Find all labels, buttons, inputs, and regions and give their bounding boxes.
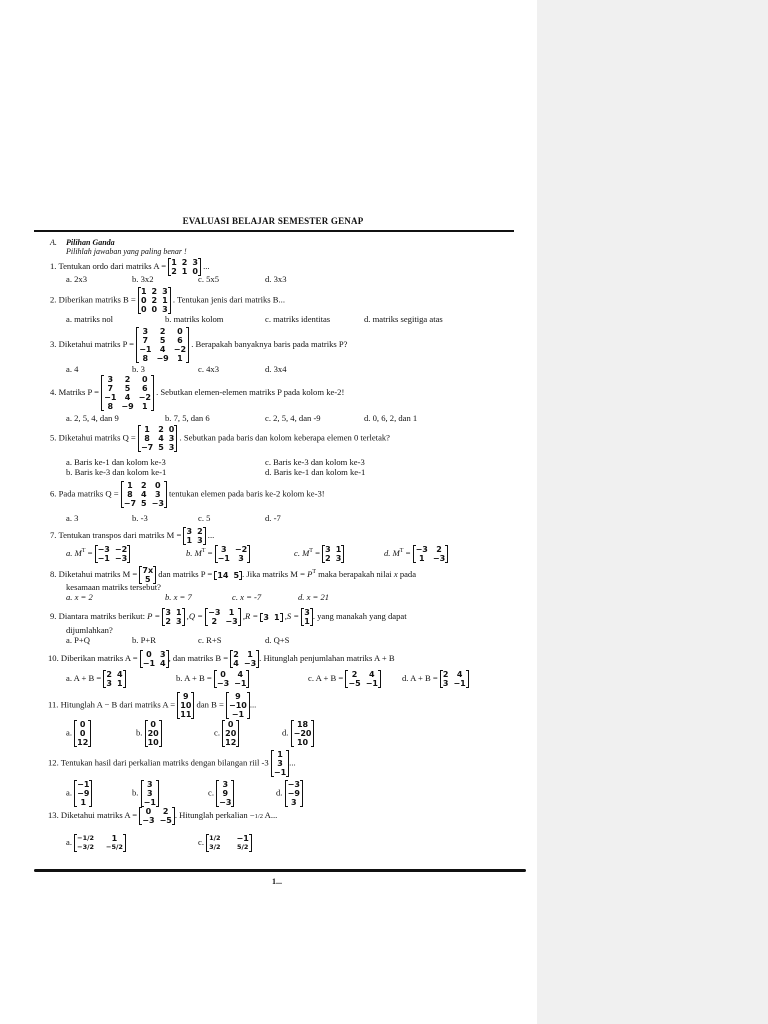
option-c[interactable]: c. Baris ke-3 dan kolom ke-3 [265, 457, 365, 467]
matrix-s: 3 1 [301, 608, 313, 626]
footer-divider [34, 869, 526, 872]
option-b[interactable]: b. $M^T$ = 3 −2 −1 3 [186, 545, 250, 563]
matrix-option: 1/2 −1 3/2 5/2 [206, 834, 252, 852]
section-title: Pilihan Ganda [66, 238, 115, 247]
option-b[interactable]: b. 3x2 [132, 274, 154, 284]
question-text: Diketahui matriks A = [60, 809, 138, 820]
question-2: 2. Diberikan matriks B = 1 2 3 0 2 1 0 0 3 . Tentukan jenis dari matriks B... [50, 287, 285, 314]
option-d[interactable]: d. 0, 6, 2, dan 1 [364, 413, 418, 423]
question-11: 11. Hitunglah A − B dari matriks A = 9 10 11 dan B = 9 −10 −1 ... [48, 692, 257, 719]
option-d[interactable]: d. -7 [265, 513, 281, 523]
question-3: 3. Diketahui matriks P = 3 2 0 7 5 6 −1 4 −2 8 −9 1 . Berapakah banyaknya baris pada matriks P? [50, 327, 348, 363]
option-d[interactable]: d. 3x4 [265, 364, 287, 374]
option-a[interactable]: a. −1/2 1 −3/2 −5/2 [66, 834, 126, 852]
option-c[interactable]: c. 5x5 [198, 274, 220, 284]
matrix-option: 0 0 12 [74, 720, 91, 747]
matrix-a: 0 3 −1 4 [140, 650, 169, 668]
option-c[interactable]: c. matriks identitas [265, 314, 331, 324]
option-b[interactable]: b. -3 [132, 513, 148, 523]
section-letter: A. [50, 238, 57, 247]
matrix-option: −3 −9 3 [285, 780, 303, 807]
question-10: 10. Diberikan matriks A = 0 3 −1 4 , dan matriks B = 2 1 4 −3 . Hitunglah penjumlahan matriks A + B [48, 650, 395, 668]
matrix-option: 3 9 −3 [216, 780, 234, 807]
question-text: Diberikan matriks A = [60, 652, 138, 663]
option-b[interactable]: b. 3 3 −1 [132, 780, 159, 807]
matrix-b: 2 1 4 −3 [230, 650, 259, 668]
question-9: 9. Diantara matriks berikut: P = 3 1 2 3 ,Q = −3 1 2 −3 ,R = 3 1 ,S = 3 1 . yang manakah yang dapat [50, 608, 407, 626]
option-b[interactable]: b. A + B = 0 4 −3 −1 [176, 670, 249, 688]
option-d[interactable]: d. Baris ke-1 dan kolom ke-1 [265, 467, 366, 477]
matrix-q: −3 1 2 −3 [205, 608, 241, 626]
matrix-option: 18 −20 10 [291, 720, 315, 747]
matrix-option: −1/2 1 −3/2 −5/2 [74, 834, 126, 852]
option-c[interactable]: c. 0 20 12 [214, 720, 239, 747]
matrix-m: 3 2 1 3 [183, 527, 205, 545]
question-text: Hitunglah A − B dari matriks A = [60, 699, 176, 710]
option-d[interactable]: d. matriks segitiga atas [364, 314, 443, 324]
option-c[interactable]: c. 5 [198, 513, 211, 523]
option-a[interactable]: a. P+Q [66, 635, 90, 645]
option-c[interactable]: c. R+S [198, 635, 222, 645]
option-b[interactable]: b. matriks kolom [165, 314, 224, 324]
document-title: EVALUASI BELAJAR SEMESTER GENAP [182, 216, 364, 226]
question-text: Diberikan matriks B = [58, 294, 136, 305]
matrix-p: 3 1 2 3 [162, 608, 184, 626]
matrix-option: −3 −2 −1 −3 [95, 545, 131, 563]
question-5: 5. Diketahui matriks Q = 1 2 0 8 4 3 −7 5 3 . Sebutkan pada baris dan kolom keberapa elemen 0 terletak? [50, 425, 390, 452]
question-text: Matriks P = [58, 386, 99, 397]
question-text: Diketahui matriks P = [58, 338, 135, 349]
matrix-option: 0 4 −3 −1 [214, 670, 250, 688]
option-a[interactable]: a. 3 [66, 513, 79, 523]
option-a[interactable]: a. 2, 5, 4, dan 9 [66, 413, 119, 423]
option-b[interactable]: b. Baris ke-3 dan kolom ke-1 [66, 467, 167, 477]
matrix-p: 3 2 0 7 5 6 −1 4 −2 8 −9 1 [136, 327, 189, 363]
matrix-q: 1 2 0 8 4 3 −7 5 3 [138, 425, 177, 452]
option-a[interactable]: a. matriks nol [66, 314, 114, 324]
matrix-b: 9 −10 −1 [226, 692, 250, 719]
option-d[interactable]: d. Q+S [265, 635, 290, 645]
question-1: 1. Tentukan ordo dari matriks A = 1 2 3 2 1 0 ... [50, 258, 210, 276]
matrix-option: 2 4 3 1 [103, 670, 125, 688]
question-6: 6. Pada matriks Q = 1 2 0 8 4 3 −7 5 −3 tentukan elemen pada baris ke-2 kolom ke-3! [50, 481, 325, 508]
matrix-option: 3 −2 −1 3 [215, 545, 251, 563]
instruction-text: Pilihlah jawaban yang paling benar ! [66, 247, 187, 256]
option-a[interactable]: a. −1 −9 1 [66, 780, 92, 807]
matrix-option: −1 −9 1 [74, 780, 92, 807]
option-c[interactable]: c. $M^T$ = 3 1 2 3 [294, 545, 344, 563]
matrix-option: 0 20 12 [222, 720, 239, 747]
option-c[interactable]: c. 3 9 −3 [208, 780, 234, 807]
question-text: Pada matriks Q = [58, 488, 119, 499]
question-text: Diketahui matriks Q = [58, 432, 136, 443]
matrix-a: 1 2 3 2 1 0 [168, 258, 201, 276]
question-12: 12. Tentukan hasil dari perkalian matriks dengan bilangan riil -3 1 3 −1 ... [48, 750, 296, 777]
question-8-continuation: kesamaan matriks tersebut? [66, 582, 161, 592]
option-b[interactable]: b. 0 20 10 [136, 720, 162, 747]
question-13: 13. Diketahui matriks A = 0 2 −3 −5 . Hitunglah perkalian −1/2 A... [48, 807, 278, 825]
question-9-continuation: dijumlahkan? [66, 625, 113, 635]
question-text: Tentukan hasil dari perkalian matriks dengan bilangan riil -3 [60, 757, 269, 768]
matrix-option: −3 2 1 −3 [413, 545, 449, 563]
question-text: Tentukan transpos dari matriks M = [58, 529, 182, 540]
option-b[interactable]: b. P+R [132, 635, 156, 645]
option-b[interactable]: b. 7, 5, dan 6 [165, 413, 210, 423]
option-a[interactable]: a. $M^T$ = −3 −2 −1 −3 [66, 545, 130, 563]
question-text: Diketahui matriks M = [58, 568, 138, 579]
matrix-b: 1 2 3 0 2 1 0 0 3 [138, 287, 171, 314]
matrix-q: 1 2 0 8 4 3 −7 5 −3 [121, 481, 167, 508]
option-a[interactable]: a. x = 2 [66, 592, 93, 602]
option-c[interactable]: c. 1/2 −1 3/2 5/2 [198, 834, 252, 852]
matrix-a: 0 2 −3 −5 [139, 807, 175, 825]
option-d[interactable]: d. A + B = 2 4 3 −1 [402, 670, 469, 688]
matrix-option: 2 4 −5 −1 [345, 670, 381, 688]
option-a[interactable]: a. 2x3 [66, 274, 88, 284]
option-a[interactable]: a. 4 [66, 364, 79, 374]
question-8: 8. Diketahui matriks M = 7x 5 dan matriks P = 14 5 . Jika matriks $M = P^T$ maka berapakah nilai x pada [50, 566, 417, 584]
option-d[interactable]: d. 3x3 [265, 274, 287, 284]
matrix-option: 0 20 10 [145, 720, 162, 747]
option-c[interactable]: c. 4x3 [198, 364, 220, 374]
option-d[interactable]: d. −3 −9 3 [276, 780, 303, 807]
matrix-a: 9 10 11 [177, 692, 194, 719]
comment-pane [537, 0, 768, 1024]
option-b[interactable]: b. x = 7 [165, 592, 192, 602]
matrix-r: 3 1 [260, 613, 282, 622]
matrix-p: 14 5 [214, 571, 242, 580]
title-divider [34, 230, 514, 232]
option-c[interactable]: c. A + B = 2 4 −5 −1 [308, 670, 381, 688]
matrix-riil: 1 3 −1 [271, 750, 289, 777]
matrix-p: 3 2 0 7 5 6 −1 4 −2 8 −9 1 [101, 375, 154, 411]
option-a[interactable]: a. A + B = 2 4 3 1 [66, 670, 126, 688]
option-b[interactable]: b. 3 [132, 364, 145, 374]
page-number: 1... [272, 877, 282, 886]
matrix-option: 3 1 2 3 [322, 545, 344, 563]
option-d[interactable]: d. x = 21 [298, 592, 330, 602]
option-d[interactable]: d. $M^T$ = −3 2 1 −3 [384, 545, 448, 563]
matrix-option: 3 3 −1 [141, 780, 159, 807]
option-c[interactable]: c. x = -7 [232, 592, 262, 602]
question-text: Tentukan ordo dari matriks A = [58, 260, 167, 271]
matrix-m: 7x 5 [139, 566, 156, 584]
option-d[interactable]: d. 18 −20 10 [282, 720, 314, 747]
question-number: 1. [50, 260, 57, 271]
option-a[interactable]: a. 0 0 12 [66, 720, 91, 747]
question-7: 7. Tentukan transpos dari matriks M = 3 2 1 3 ... [50, 527, 215, 545]
matrix-option: 2 4 3 −1 [440, 670, 469, 688]
question-text: Diantara matriks berikut: [58, 610, 145, 621]
option-a[interactable]: a. Baris ke-1 dan kolom ke-3 [66, 457, 166, 467]
option-c[interactable]: c. 2, 5, 4, dan -9 [265, 413, 321, 423]
question-4: 4. Matriks P = 3 2 0 7 5 6 −1 4 −2 8 −9 1 . Sebutkan elemen-elemen matriks P pada kolom ke-2! [50, 375, 345, 411]
